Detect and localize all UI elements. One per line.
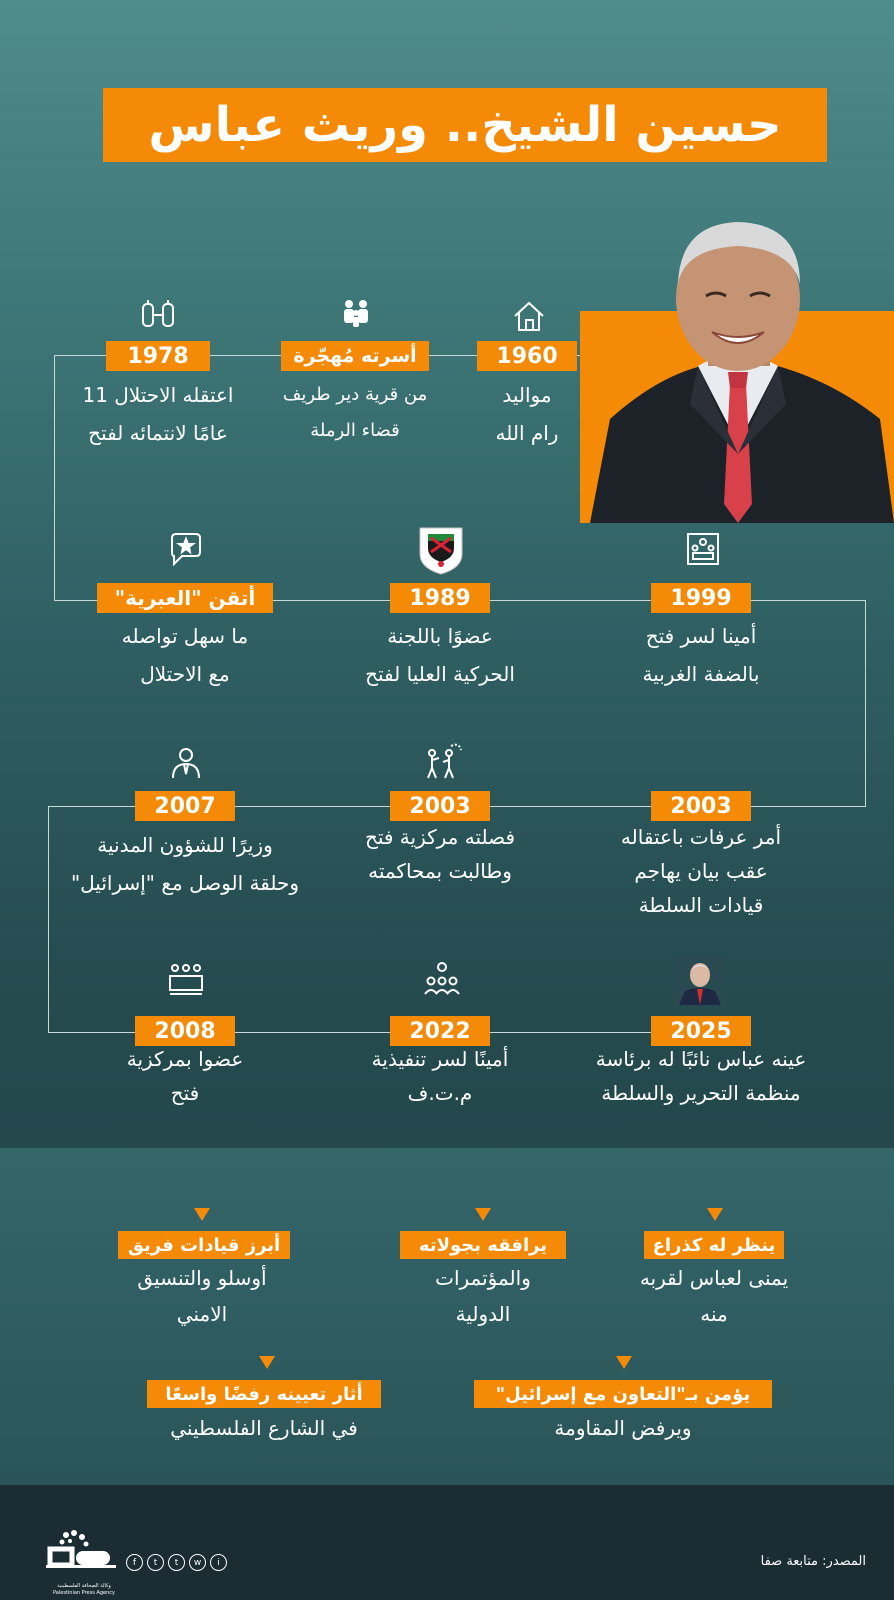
event-1960-line2: رام الله: [495, 421, 559, 445]
meeting-icon: [685, 531, 721, 571]
trait-marker-2: [475, 1208, 491, 1221]
year-badge-2025: 2025: [651, 1016, 751, 1046]
title-banner: [103, 88, 827, 162]
minister-icon: [168, 744, 204, 784]
logo-subtitle-en: Palestinian Press Agency: [53, 1590, 115, 1596]
trait-oslo-line2: الامني: [176, 1302, 228, 1326]
trait-marker-4: [616, 1356, 632, 1369]
event-2025-line1: عينه عباس نائبًا له برئاسة: [595, 1047, 807, 1071]
safa-logo: [44, 1525, 122, 1585]
year-badge-1960: 1960: [477, 341, 577, 371]
handcuffs-icon: [139, 296, 177, 338]
event-2022-line2: م.ت.ف: [407, 1081, 473, 1105]
event-1999-line2: بالضفة الغربية: [642, 662, 760, 686]
event-2007-line1: وزيرًا للشؤون المدنية: [97, 833, 273, 857]
twitter-icon[interactable]: t: [168, 1554, 185, 1571]
footer-bar: [0, 1485, 894, 1600]
trait-marker-5: [259, 1356, 275, 1369]
trait-tours-line1: والمؤتمرات: [435, 1266, 531, 1290]
event-2003a-line1: أمر عرفات باعتقاله: [620, 825, 782, 849]
trait-tag-cooperation: يؤمن بـ"التعاون مع إسرائيل": [474, 1380, 772, 1408]
trait-rejection-line1: في الشارع الفلسطيني: [170, 1416, 358, 1440]
year-badge-1978: 1978: [106, 341, 210, 371]
timeline-line-right: [865, 600, 866, 806]
fatah-emblem-icon: [416, 524, 466, 580]
badge-hebrew: أتقن "العبرية": [97, 583, 273, 613]
facebook-icon[interactable]: f: [126, 1554, 143, 1571]
trait-right-arm-line2: منه: [700, 1302, 728, 1326]
trait-right-arm-line1: يمنى لعباس لقربه: [639, 1266, 789, 1290]
year-badge-2008: 2008: [135, 1016, 235, 1046]
event-1960-line1: مواليد: [502, 383, 552, 407]
event-2003b-line1: فصلته مركزية فتح: [364, 825, 516, 849]
speech-star-icon: [166, 530, 204, 572]
year-badge-2022: 2022: [390, 1016, 490, 1046]
event-2022-line1: أمينًا لسر تنفيذية: [371, 1047, 509, 1071]
whatsapp-icon[interactable]: w: [189, 1554, 206, 1571]
timeline-line-left1: [54, 355, 55, 600]
social-links: [126, 1554, 227, 1571]
year-badge-2003-expel: 2003: [390, 791, 490, 821]
portrait-photo: [580, 204, 894, 523]
trait-marker-3: [194, 1208, 210, 1221]
instagram-icon[interactable]: i: [210, 1554, 227, 1571]
event-family-line1: من قرية دير طريف: [282, 384, 428, 405]
telegram-icon[interactable]: t: [147, 1554, 164, 1571]
event-2008-line2: فتح: [170, 1081, 200, 1105]
abbas-portrait-icon: [675, 955, 725, 1009]
expel-icon: [421, 740, 465, 788]
trait-tag-tours: يرافقه بجولاته: [400, 1231, 566, 1259]
trait-tag-oslo: أبرز قيادات فريق: [118, 1231, 290, 1259]
group-icon: [423, 960, 461, 1002]
event-1978-line2: عامًا لانتمائه لفتح: [88, 421, 228, 445]
logo-subtitle-ar: وكالة الصحافة الفلسطينية: [57, 1583, 111, 1589]
event-2007-line2: وحلقة الوصل مع "إسرائيل": [70, 871, 300, 895]
year-badge-2007: 2007: [135, 791, 235, 821]
event-2003a-line3: قيادات السلطة: [638, 893, 764, 917]
event-2003a-line2: عقب بيان يهاجم: [634, 859, 768, 883]
trait-tours-line2: الدولية: [455, 1302, 511, 1326]
family-icon: [339, 297, 373, 335]
event-2003b-line2: وطالبت بمحاكمته: [368, 859, 512, 883]
event-1989-line1: عضوًا باللجنة: [387, 624, 493, 648]
event-1999-line1: أمينا لسر فتح: [645, 624, 757, 648]
trait-cooperation-line1: ويرفض المقاومة: [554, 1416, 692, 1440]
house-icon: [511, 298, 547, 338]
trait-oslo-line1: أوسلو والتنسيق: [137, 1266, 267, 1290]
event-1989-line2: الحركية العليا لفتح: [365, 662, 515, 686]
event-2008-line1: عضوا بمركزية: [126, 1047, 244, 1071]
event-hebrew-line2: مع الاحتلال: [140, 662, 230, 686]
trait-tag-right-arm: ينظر له كذراع: [644, 1231, 784, 1259]
year-badge-2003-arafat: 2003: [651, 791, 751, 821]
event-1978-line1: اعتقله الاحتلال 11: [82, 383, 234, 407]
event-2025-line2: منظمة التحرير والسلطة: [601, 1081, 801, 1105]
source-credit: المصدر: متابعة صفا: [760, 1554, 866, 1569]
year-badge-1989: 1989: [390, 583, 490, 613]
committee-icon: [167, 962, 205, 1002]
page-title: حسين الشيخ.. وريث عباس: [148, 97, 782, 153]
trait-tag-rejection: أثار تعيينه رفضًا واسعًا: [147, 1380, 381, 1408]
event-family-line2: قضاء الرملة: [310, 420, 400, 441]
badge-family-displaced: أسرته مُهجّرة: [281, 341, 429, 371]
event-hebrew-line1: ما سهل تواصله: [121, 624, 249, 648]
year-badge-1999: 1999: [651, 583, 751, 613]
trait-marker-1: [707, 1208, 723, 1221]
